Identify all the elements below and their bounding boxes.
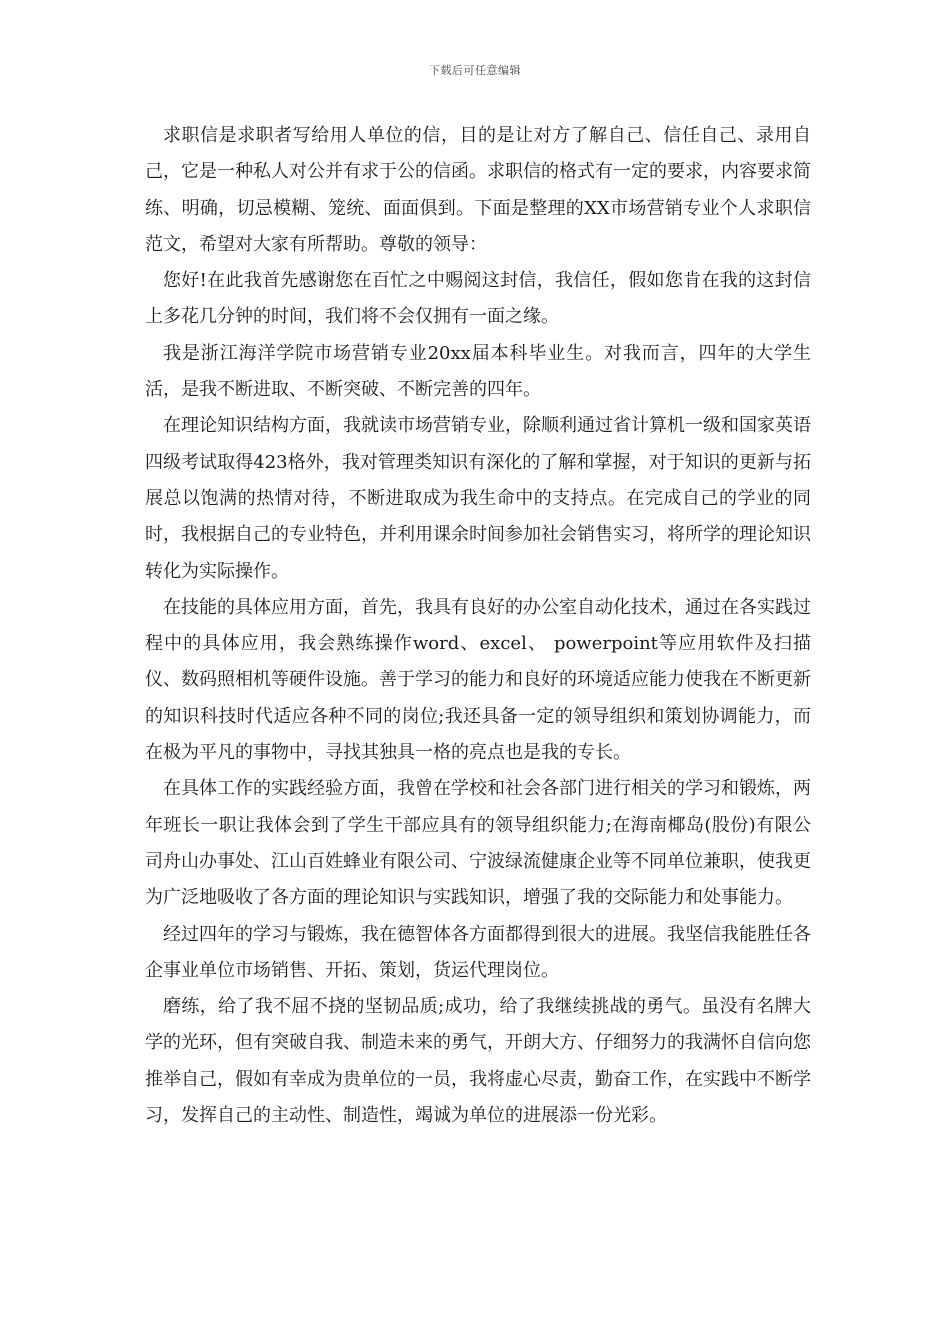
paragraph-experience: 在具体工作的实践经验方面，我曾在学校和社会各部门进行相关的学习和锻炼，两年班长一职让我体会到了学生干部应具有的领导组织能力;在海南椰岛(股份)有限公司舟山办事处、江山百姓蜂业有限公司、宁波绿流健康企业等不同单位兼职，使我更为广泛地吸收了各方面的理论知识与实践知识，增强了我的交际能力和处事能力。 (145, 778, 811, 909)
paragraph-closing: 磨练，给了我不屈不挠的坚韧品质;成功，给了我继续挑战的勇气。虽没有名牌大学的光环，但有突破自我、制造未来的勇气，开朗大方、仔细努力的我满怀自信向您推举自己，假如有幸成为贵单位的一员，我将虚心尽责，勤奋工作，在实践中不断学习，发挥自己的主动性、制造性，竭诚为单位的进展添一份光彩。 (145, 996, 811, 1127)
paragraph-skills: 在技能的具体应用方面，首先，我具有良好的办公室自动化技术，通过在各实践过程中的具体应用，我会熟练操作word、excel、 powerpoint等应用软件及扫描仪、数码照相机等硬件设施。善于学习的能力和良好的环境适应能力使我在不断更新的知识科技时代适应各种不同的岗位;我还具备一定的领导组织和策划协调能力，而在极为平凡的事物中，寻找其独具一格的亮点也是我的专长。 (145, 596, 811, 764)
header-note: 下载后可任意编辑 (429, 64, 521, 77)
paragraph-background: 我是浙江海洋学院市场营销专业20xx届本科毕业生。对我而言，四年的大学生活，是我不断进取、不断突破、不断完善的四年。 (145, 342, 811, 401)
letter-body (145, 118, 811, 1134)
paragraph-theory-knowledge: 在理论知识结构方面，我就读市场营销专业，除顺利通过省计算机一级和国家英语四级考试取得423格外，我对管理类知识有深化的了解和掌握，对于知识的更新与拓展总以饱满的热情对待，不断进取成为我生命中的支持点。在完成自己的学业的同时，我根据自己的专业特色，并利用课余时间参加社会销售实习，将所学的理论知识转化为实际操作。 (145, 415, 811, 582)
paragraph-intro: 求职信是求职者写给用人单位的信，目的是让对方了解自己、信任自己、录用自己，它是一种私人对公并有求于公的信函。求职信的格式有一定的要求，内容要求简练、明确，切忌模糊、笼统、面面俱到。下面是整理的XX市场营销专业个人求职信范文，希望对大家有所帮助。尊敬的领导： (145, 125, 811, 255)
paragraph-summary: 经过四年的学习与锻炼，我在德智体各方面都得到很大的进展。我坚信我能胜任各企事业单位市场销售、开拓、策划，货运代理岗位。 (145, 923, 811, 981)
paragraph-greeting: 您好!在此我首先感谢您在百忙之中赐阅这封信，我信任，假如您肯在我的这封信上多花几分钟的时间，我们将不会仅拥有一面之缘。 (145, 270, 811, 328)
